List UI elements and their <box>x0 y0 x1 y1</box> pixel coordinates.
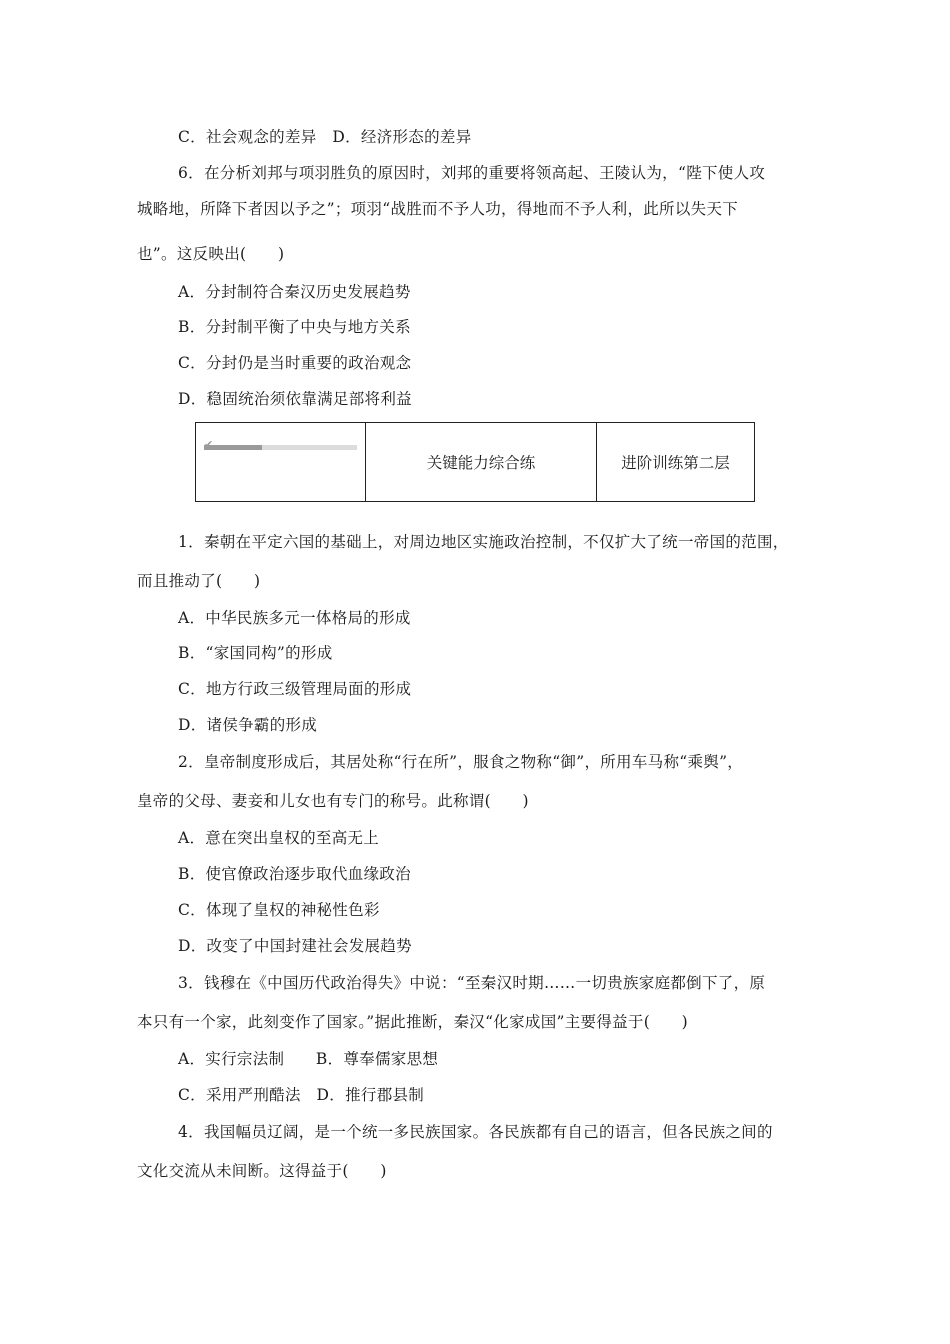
question-text: 1．秦朝在平定六国的基础上，对周边地区实施政治控制，不仅扩大了统一帝国的范围， <box>178 533 789 551</box>
option-text: C．社会观念的差异 D．经济形态的差异 <box>178 128 472 146</box>
option-text: A．意在突出皇权的至高无上 <box>178 829 380 847</box>
option-text: D．改变了中国封建社会发展趋势 <box>178 937 412 955</box>
option-text: D．稳固统治须依靠满足部将利益 <box>178 390 412 408</box>
option-text: A．分封制符合秦汉历史发展趋势 <box>178 283 411 301</box>
progress-bar <box>204 438 357 451</box>
option-text: C．分封仍是当时重要的政治观念 <box>178 354 412 372</box>
option-text: C．地方行政三级管理局面的形成 <box>178 680 412 698</box>
option-text: B．分封制平衡了中央与地方关系 <box>178 318 411 336</box>
option-text: A．实行宗法制 B．尊奉儒家思想 <box>178 1050 439 1068</box>
question-text: 而且推动了( ) <box>137 572 261 590</box>
option-text: B．“家国同构”的形成 <box>178 644 333 662</box>
section-banner <box>195 422 755 502</box>
check-icon: ✔ <box>204 438 214 451</box>
option-text: C．采用严刑酷法 D．推行郡县制 <box>178 1086 425 1104</box>
question-text: 6．在分析刘邦与项羽胜负的原因时，刘邦的重要将领高起、王陵认为，“陛下使人攻 <box>178 164 766 182</box>
question-text: 城略地，所降下者因以予之”；项羽“战胜而不予人功，得地而不予人利，此所以失天下 <box>137 200 739 218</box>
question-text: 本只有一个家，此刻变作了国家。”据此推断，秦汉“化家成国”主要得益于( ) <box>137 1013 689 1031</box>
question-text: 2．皇帝制度形成后，其居处称“行在所”，服食之物称“御”，所用车马称“乘舆”， <box>178 753 744 771</box>
section-title: 关键能力综合练 <box>366 423 597 501</box>
option-text: C．体现了皇权的神秘性色彩 <box>178 901 380 919</box>
question-text: 文化交流从未间断。这得益于( ) <box>137 1162 387 1180</box>
question-text: 也”。这反映出( ) <box>137 245 285 263</box>
question-text: 皇帝的父母、妻妾和儿女也有专门的称号。此称谓( ) <box>137 792 529 810</box>
option-text: B．使官僚政治逐步取代血缘政治 <box>178 865 411 883</box>
question-text: 4．我国幅员辽阔，是一个统一多民族国家。各民族都有自己的语言，但各民族之间的 <box>178 1123 773 1141</box>
banner-decoration <box>196 423 366 501</box>
option-text: D．诸侯争霸的形成 <box>178 716 318 734</box>
section-level: 进阶训练第二层 <box>621 454 730 472</box>
option-text: A．中华民族多元一体格局的形成 <box>178 609 411 627</box>
question-text: 3．钱穆在《中国历代政治得失》中说：“至秦汉时期……一切贵族家庭都倒下了，原 <box>178 974 766 992</box>
